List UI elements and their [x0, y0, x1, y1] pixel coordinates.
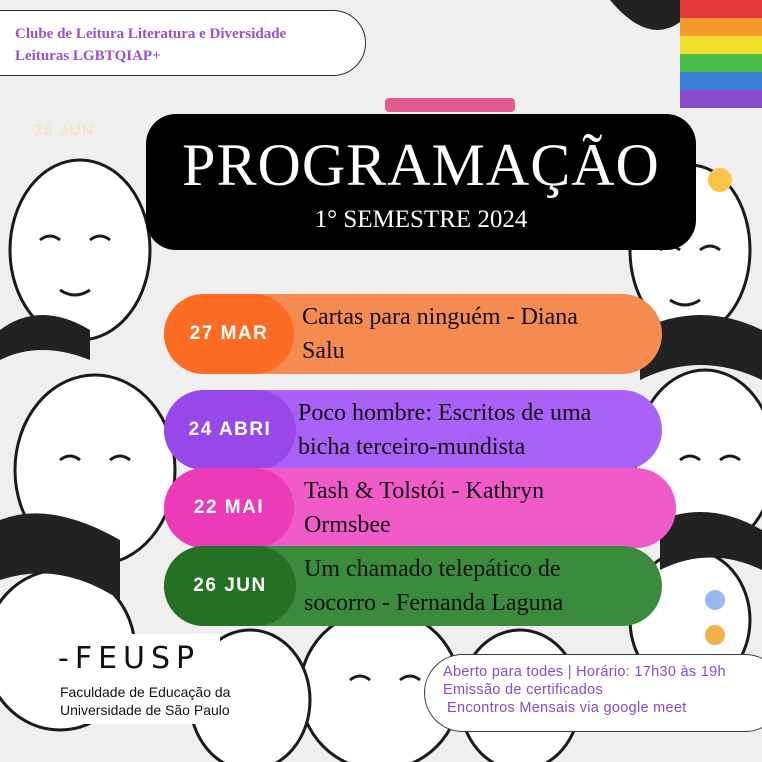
event-card	[164, 468, 676, 548]
logo-mark: -FEUSP	[58, 641, 201, 676]
logo-line: Faculdade de Educação da	[60, 684, 231, 700]
logo-line: Universidade de São Paulo	[60, 702, 230, 718]
background-date: 26 JUN	[34, 122, 95, 139]
event-card	[164, 546, 662, 626]
info-line: Emissão de certificados	[443, 682, 604, 698]
info-line: Encontros Mensais via google meet	[447, 700, 687, 716]
event-title	[304, 468, 664, 548]
event-date: 26 JUN	[164, 546, 296, 626]
event-title-line: bicha terceiro-mundista	[298, 434, 526, 460]
feusp-logo	[50, 634, 231, 724]
event-card	[164, 390, 662, 470]
event-title-line: Ormsbee	[304, 512, 391, 538]
title-banner	[146, 114, 696, 250]
event-title-line: Tash & Tolstói - Kathryn	[304, 478, 545, 504]
info-box	[424, 654, 762, 732]
event-title	[302, 294, 652, 374]
event-title-line: Cartas para ninguém - Diana	[302, 304, 578, 330]
event-card	[164, 294, 662, 374]
club-subtitle: Leituras LGBTQIAP+	[15, 48, 161, 64]
page-subtitle: 1° SEMESTRE 2024	[314, 206, 528, 233]
info-line: Aberto para todes | Horário: 17h30 às 19h	[443, 664, 726, 680]
event-title-line: Salu	[302, 338, 345, 364]
event-date: 27 MAR	[164, 294, 294, 374]
club-name: Clube de Leitura Literatura e Diversidade	[15, 26, 287, 42]
event-title	[304, 546, 654, 626]
club-header	[0, 10, 366, 76]
event-date: 22 MAI	[164, 468, 294, 548]
page-title: PROGRAMAÇÃO	[182, 132, 660, 198]
event-title	[298, 390, 658, 470]
event-date: 24 ABRI	[164, 390, 296, 470]
event-title-line: socorro - Fernanda Laguna	[304, 590, 564, 616]
event-title-line: Um chamado telepático de	[304, 556, 561, 582]
event-title-line: Poco hombre: Escritos de uma	[298, 400, 592, 426]
